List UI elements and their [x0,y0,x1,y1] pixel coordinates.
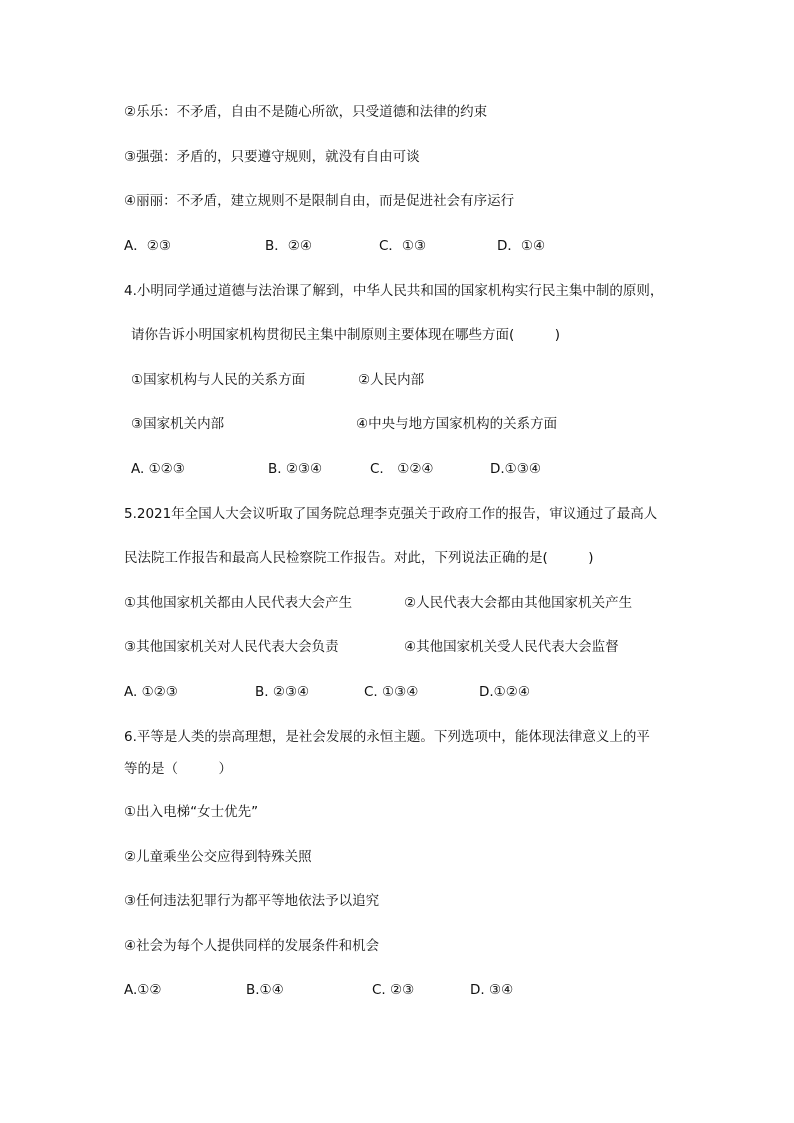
q5-option-a: A. ①②③ [124,684,178,700]
q4-option-a: A. ①②③ [131,461,185,477]
q3-option-c: C．①③ [379,238,427,254]
q6-statement-2: ②儿童乘坐公交应得到特殊关照 [124,849,312,865]
q6-option-b: B.①④ [246,982,284,998]
q6-stem-line-1: 6.平等是人类的崇高理想，是社会发展的永恒主题。下列选项中，能体现法律意义上的平 [124,729,650,745]
q6-stem-line-2: 等的是（ ） [124,761,232,777]
q3-statement-3: ③强强：矛盾的，只要遵守规则，就没有自由可谈 [124,149,420,165]
q5-option-d: D.①②④ [479,684,530,700]
q5-option-b: B. ②③④ [255,684,310,700]
q3-statement-4: ④丽丽：不矛盾，建立规则不是限制自由，而是促进社会有序运行 [124,193,515,209]
q6-option-a: A.①② [124,982,162,998]
q5-statement-3: ③其他国家机关对人民代表大会负责 [124,639,339,655]
q6-option-c: C. ②③ [372,982,415,998]
q4-stem-line-1: 4.小明同学通过道德与法治课了解到，中华人民共和国的国家机构实行民主集中制的原则， [124,283,664,299]
q3-option-b: B．②④ [265,238,312,254]
q3-option-d: D．①④ [497,238,546,254]
q4-statement-2: ②人民内部 [358,372,425,388]
q4-option-c: C. ①②④ [370,461,434,477]
q6-statement-1: ①出入电梯“女士优先” [124,804,259,820]
q5-stem-line-2: 民法院工作报告和最高人民检察院工作报告。对此，下列说法正确的是( ) [124,550,594,566]
q5-statement-1: ①其他国家机关都由人民代表大会产生 [124,595,353,611]
q4-stem-line-2: 请你告诉小明国家机构贯彻民主集中制原则主要体现在哪些方面( ) [131,327,561,343]
q4-option-b: B. ②③④ [268,461,323,477]
q6-statement-3: ③任何违法犯罪行为都平等地依法予以追究 [124,893,380,909]
q5-stem-line-1: 5.2021年全国人大会议听取了国务院总理李克强关于政府工作的报告，审议通过了最高人 [124,506,658,522]
q6-statement-4: ④社会为每个人提供同样的发展条件和机会 [124,938,380,954]
q4-option-d: D.①③④ [490,461,541,477]
q4-statement-1: ①国家机构与人民的关系方面 [131,372,306,388]
q5-statement-4: ④其他国家机关受人民代表大会监督 [404,639,619,655]
q3-statement-2: ②乐乐：不矛盾，自由不是随心所欲，只受道德和法律的约束 [124,104,488,120]
q5-statement-2: ②人民代表大会都由其他国家机关产生 [404,595,633,611]
q3-option-a: A．②③ [124,238,171,254]
q4-statement-3: ③国家机关内部 [131,416,225,432]
q4-statement-4: ④中央与地方国家机构的关系方面 [356,416,558,432]
q5-option-c: C. ①③④ [364,684,419,700]
q6-option-d: D. ③④ [470,982,514,998]
